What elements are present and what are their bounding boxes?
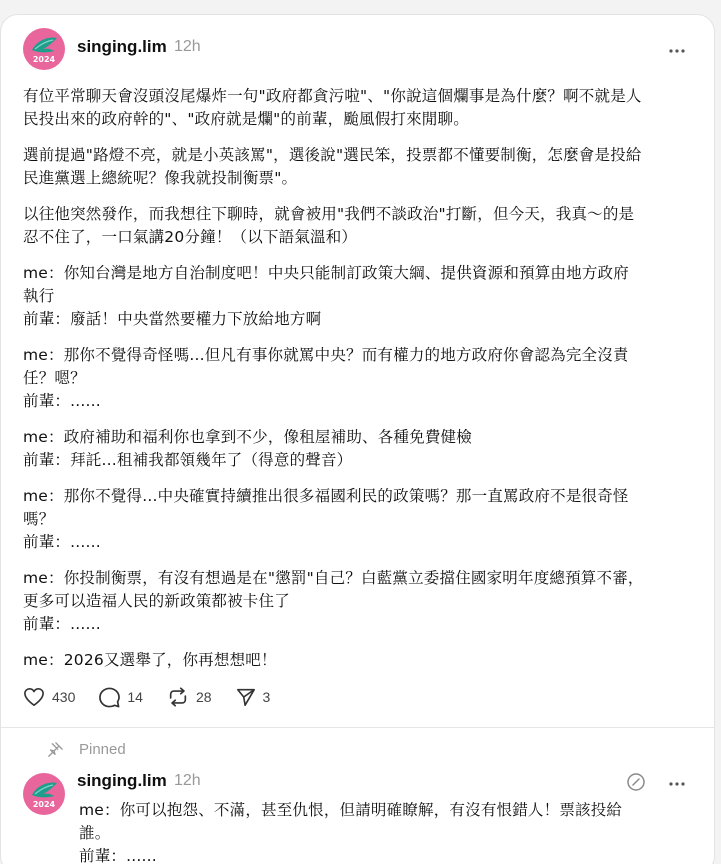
post-paragraph: 以往他突然發作，而我想往下聊時，就會被用"我們不談政治"打斷，但今天，我真～的是 忍不住了，一口氣講20分鐘！（以下語氣溫和） bbox=[23, 205, 635, 246]
post-paragraph: me：那你不覺得奇怪嗎...但凡有事你就罵中央？而有權力的地方政府你會認為完全沒責 任？嗯？ 前輩：...... bbox=[23, 346, 629, 410]
author-avatar[interactable] bbox=[23, 28, 65, 70]
post-paragraph: me：那你不覺得...中央確實持續推出很多福國利民的政策嗎？那一直罵政府不是很奇怪 嗎？ 前輩：...... bbox=[23, 487, 629, 551]
heart-icon bbox=[23, 687, 45, 707]
reply-more-options-icon[interactable] bbox=[665, 772, 689, 792]
post-paragraph: me：政府補助和福利你也拿到不少，像租屋補助、各種免費健檢 前輩：拜託...租補我都領幾年了（得意的聲音） bbox=[23, 428, 472, 469]
share-count: 3 bbox=[262, 689, 271, 705]
repost-icon bbox=[167, 686, 189, 708]
post-paragraph: me：2026又選舉了，你再想想吧！ bbox=[23, 651, 277, 669]
post-body bbox=[23, 85, 693, 685]
thread-divider bbox=[1, 727, 715, 728]
reply-body bbox=[79, 799, 679, 864]
like-button[interactable] bbox=[23, 687, 75, 707]
pinned-label: Pinned bbox=[79, 741, 126, 758]
post-paragraph: 有位平常聊天會沒頭沒尾爆炸一句"政府都貪污啦"、"你說這個爛事是為什麼？啊不就是人 民投出來的政府幹的"、"政府就是爛"的前輩，颱風假打來閒聊。 bbox=[23, 87, 642, 128]
avatar-year-text: 2024 bbox=[32, 55, 56, 64]
share-button[interactable] bbox=[236, 687, 271, 707]
post-actions bbox=[23, 685, 294, 709]
post-paragraph: me：你知台灣是地方自治制度吧！中央只能制訂政策大綱、提供資源和預算由地方政府 執行 前輩：廢話！中央當然要權力下放給地方啊 bbox=[23, 264, 629, 328]
send-icon bbox=[236, 687, 256, 707]
reply-author-name[interactable]: singing.lim bbox=[77, 771, 167, 790]
pin-icon bbox=[47, 742, 63, 758]
more-options-icon[interactable] bbox=[665, 39, 689, 59]
edit-circle-icon[interactable] bbox=[626, 772, 646, 796]
comment-count: 14 bbox=[127, 689, 143, 705]
reply-timestamp[interactable]: 12h bbox=[174, 772, 201, 789]
pinned-indicator bbox=[47, 741, 126, 758]
thread-card bbox=[0, 14, 715, 864]
repost-button[interactable] bbox=[167, 686, 212, 708]
post-paragraph: me：你投制衡票，有沒有想過是在"懲罰"自己？白藍黨立委擋住國家明年度總預算不審， 更多可以造福人民的新政策都被卡住了 前輩：...... bbox=[23, 569, 644, 633]
comment-button[interactable] bbox=[99, 687, 143, 708]
like-count: 430 bbox=[52, 689, 76, 705]
repost-count: 28 bbox=[195, 689, 212, 705]
reply-paragraph: me：你可以抱怨、不滿，甚至仇恨，但請明確瞭解，有沒有恨錯人！票該投給 誰。 前輩：...... bbox=[79, 801, 623, 864]
avatar-year-text: 2024 bbox=[32, 800, 56, 809]
post-author-name[interactable]: singing.lim bbox=[77, 37, 167, 56]
post-paragraph: 選前提過"路燈不亮，就是小英該罵"，選後說"選民笨，投票都不懂要制衡，怎麼會是投給 民進黨選上總統呢？像我就投制衡票"。 bbox=[23, 146, 642, 187]
comment-bubble-icon bbox=[99, 687, 120, 708]
reply-author-avatar[interactable] bbox=[23, 773, 65, 815]
post-timestamp[interactable]: 12h bbox=[174, 38, 201, 55]
